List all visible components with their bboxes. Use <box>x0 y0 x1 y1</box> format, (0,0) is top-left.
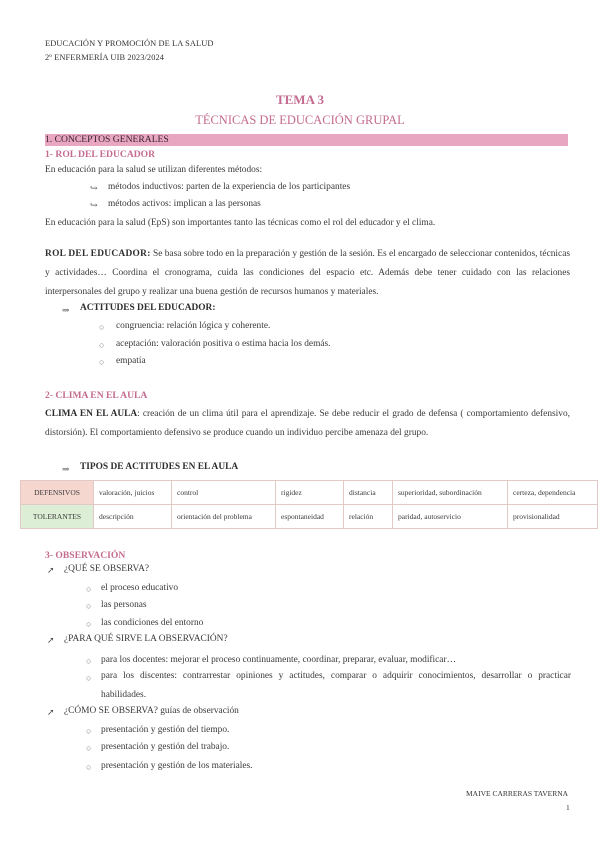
circle-bullet-icon: ○ <box>99 340 105 350</box>
circle-bullet-icon: ○ <box>86 726 92 736</box>
page-number: 1 <box>566 803 570 812</box>
method-item-active: métodos activos: implican a las personas <box>108 199 261 209</box>
list-item: presentación y gestión del tiempo. <box>101 725 230 735</box>
rol-educador-label: ROL DEL EDUCADOR: <box>45 249 151 259</box>
circle-bullet-icon: ○ <box>99 322 105 332</box>
clima-aula-label: CLIMA EN EL AULA <box>45 409 138 419</box>
circle-bullet-icon: ○ <box>86 584 92 594</box>
implies-arrow-icon: ⇒ <box>62 305 70 315</box>
clima-aula-heading: 2- CLIMA EN EL AULA <box>45 390 148 401</box>
tema-subtitle: TÉCNICAS DE EDUCACIÓN GRUPAL <box>195 113 405 127</box>
table-cell: provisionalidad <box>508 505 598 529</box>
importance-text: En educación para la salud (EpS) son importantes tanto las técnicas como el rol del educador y el clima. <box>45 218 436 228</box>
list-item: para los discentes: contrarrestar opiniones y actitudes, comparar o adquirir conocimientos, desarrollar o practicar habilidades. <box>101 671 571 700</box>
list-item: presentación y gestión de los materiales. <box>101 761 253 771</box>
header-course: EDUCACIÓN Y PROMOCIÓN DE LA SALUD <box>45 39 214 48</box>
circle-bullet-icon: ○ <box>86 743 92 753</box>
actitud-aceptacion: aceptación: valoración positiva o estima hacia los demás. <box>116 339 331 349</box>
table-row <box>21 505 598 529</box>
question-que-observa: ¿QUÉ SE OBSERVA? <box>64 564 150 574</box>
diagonal-arrow-icon: ➚ <box>47 635 55 645</box>
circle-bullet-icon: ○ <box>99 357 105 367</box>
circle-bullet-icon: ○ <box>86 656 92 666</box>
hook-arrow-icon: ↪ <box>90 200 98 210</box>
table-cell: espontaneidad <box>276 505 344 529</box>
tipos-actitudes-heading: TIPOS DE ACTITUDES EN EL AULA <box>80 462 239 472</box>
table-cell: relación <box>344 505 393 529</box>
actitud-empatia: empatía <box>116 356 146 366</box>
circle-bullet-icon: ○ <box>86 601 92 611</box>
clima-aula-paragraph <box>45 405 570 443</box>
table-cell: certeza, dependencia <box>508 481 598 505</box>
actitudes-educador-heading: ACTITUDES DEL EDUCADOR: <box>80 303 216 313</box>
table-cell: descripción <box>94 505 172 529</box>
rol-educador-text: Se basa sobre todo en la preparación y gestión de la sesión. Es el encargado de seleccionar contenidos, técnicas y actividades… Coordina el cronograma, cuida las condiciones del espacio etc. Además debe tener cuidado con las relaciones interpersonales del grupo y realizar una buena gestión de recursos humanos y materiales. <box>45 249 570 297</box>
list-item: las personas <box>101 600 147 610</box>
question-como-observa: ¿CÓMO SE OBSERVA? guías de observación <box>64 706 239 716</box>
circle-bullet-icon: ○ <box>86 762 92 772</box>
list-item: presentación y gestión del trabajo. <box>101 742 230 752</box>
implies-arrow-icon: ⇒ <box>62 464 70 474</box>
footer-author: MAIVE CARRERAS TAVERNA <box>466 789 569 798</box>
tema-title: TEMA 3 <box>275 92 325 107</box>
circle-bullet-icon: ○ <box>86 673 92 683</box>
table-cell: rigidez <box>276 481 344 505</box>
table-cell: superioridad, subordinación <box>393 481 508 505</box>
list-item: las condiciones del entorno <box>101 618 204 628</box>
clima-aula-text: : creación de un clima útil para el aprendizaje. Se debe reducir el grado de defensa ( comportamiento defensivo, distorsión). El comportamiento defensivo se produce cuando un individuo percibe amenaza del grupo. <box>45 409 570 438</box>
method-item-inductive: métodos inductivos: parten de la experiencia de los participantes <box>108 182 351 192</box>
circle-bullet-icon: ○ <box>86 619 92 629</box>
question-para-que: ¿PARA QUÉ SIRVE LA OBSERVACIÓN? <box>64 634 228 644</box>
rol-educador-heading: 1- ROL DEL EDUCADOR <box>45 149 156 160</box>
table-cell: paridad, autoservicio <box>393 505 508 529</box>
diagonal-arrow-icon: ➚ <box>47 707 55 717</box>
table-cell: distancia <box>344 481 393 505</box>
tolerantes-label: TOLERANTES <box>21 505 94 529</box>
observacion-heading: 3- OBSERVACIÓN <box>45 550 126 561</box>
header-year: 2º ENFERMERÍA UIB 2023/2024 <box>45 53 165 62</box>
actitud-congruencia: congruencia: relación lógica y coherente. <box>116 321 271 331</box>
table-cell: valoración, juicios <box>94 481 172 505</box>
table-cell: orientación del problema <box>172 505 276 529</box>
methods-intro: En educación para la salud se utilizan diferentes métodos: <box>45 165 263 175</box>
list-item: el proceso educativo <box>101 583 179 593</box>
list-item: para los docentes: mejorar el proceso continuamente, coordinar, preparar, evaluar, modificar… <box>101 655 456 665</box>
section-bar-title: 1. CONCEPTOS GENERALES <box>45 134 169 145</box>
table-row <box>21 481 598 505</box>
table-cell: control <box>172 481 276 505</box>
defensivos-label: DEFENSIVOS <box>21 481 94 505</box>
hook-arrow-icon: ↪ <box>90 183 98 193</box>
actitudes-table <box>20 480 598 529</box>
diagonal-arrow-icon: ➚ <box>47 565 55 575</box>
rol-educador-paragraph <box>45 245 570 302</box>
section-bar <box>45 134 568 146</box>
